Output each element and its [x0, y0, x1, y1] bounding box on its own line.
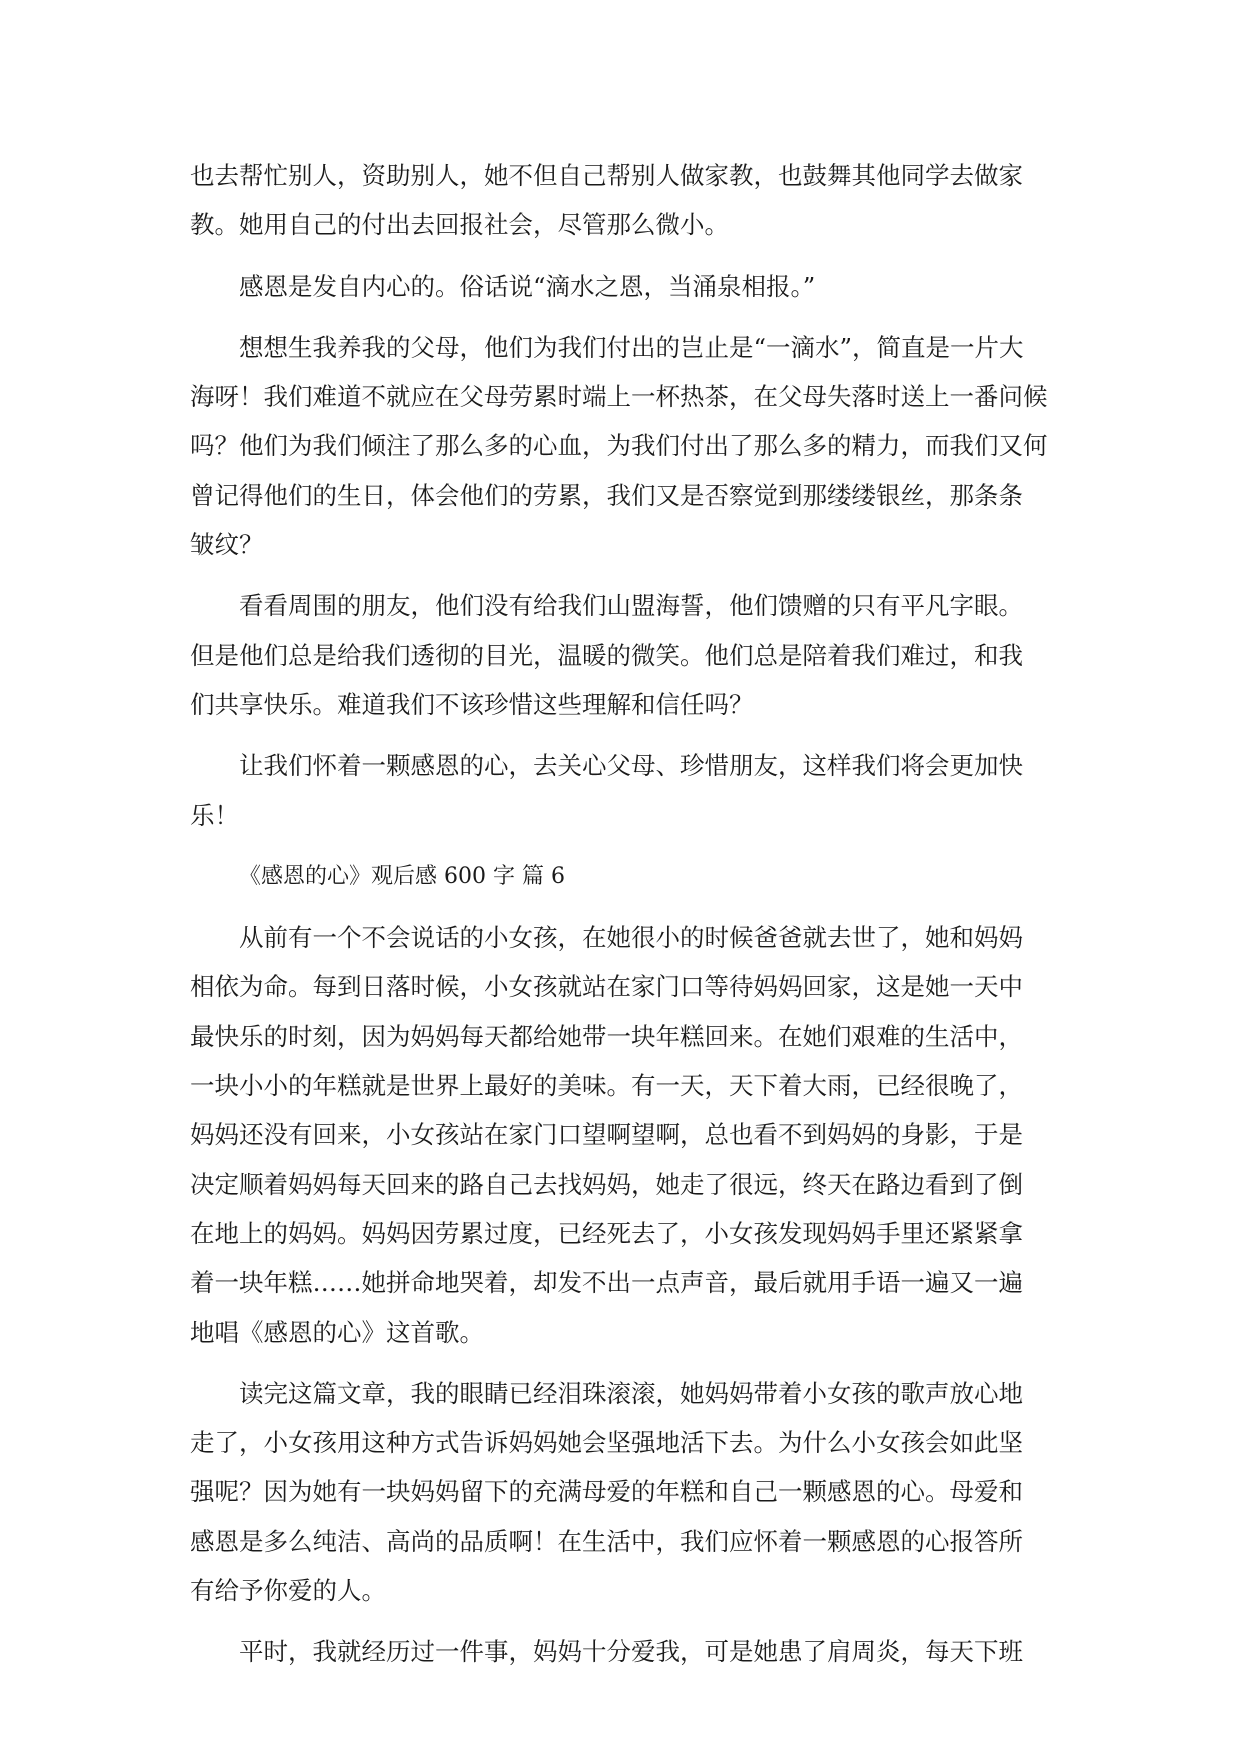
text-line: 在地上的妈妈。妈妈因劳累过度，已经死去了，小女孩发现妈妈手里还紧紧拿 [190, 1218, 1023, 1248]
paragraph-5 [190, 741, 1060, 840]
text-line: 让我们怀着一颗感恩的心，去关心父母、珍惜朋友，这样我们将会更加快 [239, 751, 1023, 781]
text-line: 教。她用自己的付出去回报社会，尽管那么微小。 [190, 210, 729, 240]
text-line: 感恩是多么纯洁、高尚的品质啊！在生活中，我们应怀着一颗感恩的心报答所 [190, 1526, 1023, 1556]
text-line: 平时，我就经历过一件事，妈妈十分爱我，可是她患了肩周炎，每天下班 [239, 1637, 1023, 1667]
paragraph-7 [190, 1369, 1060, 1615]
paragraph-3 [190, 323, 1060, 569]
text-line: 海呀！我们难道不就应在父母劳累时端上一杯热茶，在父母失落时送上一番问候 [190, 382, 1048, 412]
text-line: 乐！ [190, 800, 239, 830]
text-line: 想想生我养我的父母，他们为我们付出的岂止是“一滴水”，简直是一片大 [239, 332, 1024, 362]
text-line: 一块小小的年糕就是世界上最好的美味。有一天，天下着大雨，已经很晚了， [190, 1071, 1023, 1101]
text-line: 走了，小女孩用这种方式告诉妈妈她会坚强地活下去。为什么小女孩会如此坚 [190, 1428, 1023, 1458]
text-line: 吗？他们为我们倾注了那么多的心血，为我们付出了那么多的精力，而我们又何 [190, 431, 1048, 461]
text-line: 决定顺着妈妈每天回来的路自己去找妈妈，她走了很远，终天在路边看到了倒 [190, 1169, 1023, 1199]
document-body [190, 151, 1060, 1689]
text-line: 也去帮忙别人，资助别人，她不但自己帮别人做家教，也鼓舞其他同学去做家 [190, 161, 1023, 190]
text-line: 强呢？因为她有一块妈妈留下的充满母爱的年糕和自己一颗感恩的心。母爱和 [190, 1477, 1023, 1507]
paragraph-2 [190, 262, 1060, 311]
text-line: 读完这篇文章，我的眼睛已经泪珠滚滚，她妈妈带着小女孩的歌声放心地 [239, 1378, 1023, 1408]
text-line: 皱纹？ [190, 530, 264, 560]
paragraph-1 [190, 151, 1060, 250]
text-line: 从前有一个不会说话的小女孩，在她很小的时候爸爸就去世了，她和妈妈 [239, 923, 1023, 953]
text-line: 们共享快乐。难道我们不该珍惜这些理解和信任吗？ [190, 689, 754, 719]
section-heading: 《感恩的心》观后感 600 字 篇 6 [239, 863, 565, 889]
text-line: 地唱《感恩的心》这首歌。 [190, 1317, 484, 1347]
text-line: 看看周围的朋友，他们没有给我们山盟海誓，他们馈赠的只有平凡字眼。 [239, 591, 1023, 621]
paragraph-4 [190, 581, 1060, 729]
paragraph-8 [190, 1627, 1060, 1676]
text-line: 最快乐的时刻，因为妈妈每天都给她带一块年糕回来。在她们艰难的生活中， [190, 1021, 1023, 1051]
text-line: 但是他们总是给我们透彻的目光，温暖的微笑。他们总是陪着我们难过，和我 [190, 640, 1023, 670]
text-line: 着一块年糕……她拼命地哭着，却发不出一点声音，最后就用手语一遍又一遍 [190, 1268, 1023, 1298]
text-line: 妈妈还没有回来，小女孩站在家门口望啊望啊，总也看不到妈妈的身影，于是 [190, 1120, 1023, 1150]
text-line: 有给予你爱的人。 [190, 1576, 386, 1606]
text-line: 曾记得他们的生日，体会他们的劳累，我们又是否察觉到那缕缕银丝，那条条 [190, 480, 1023, 510]
paragraph-6 [190, 913, 1060, 1357]
text-line: 感恩是发自内心的。俗话说“滴水之恩，当涌泉相报。” [239, 271, 816, 301]
text-line: 相依为命。每到日落时候，小女孩就站在家门口等待妈妈回家，这是她一天中 [190, 972, 1023, 1002]
